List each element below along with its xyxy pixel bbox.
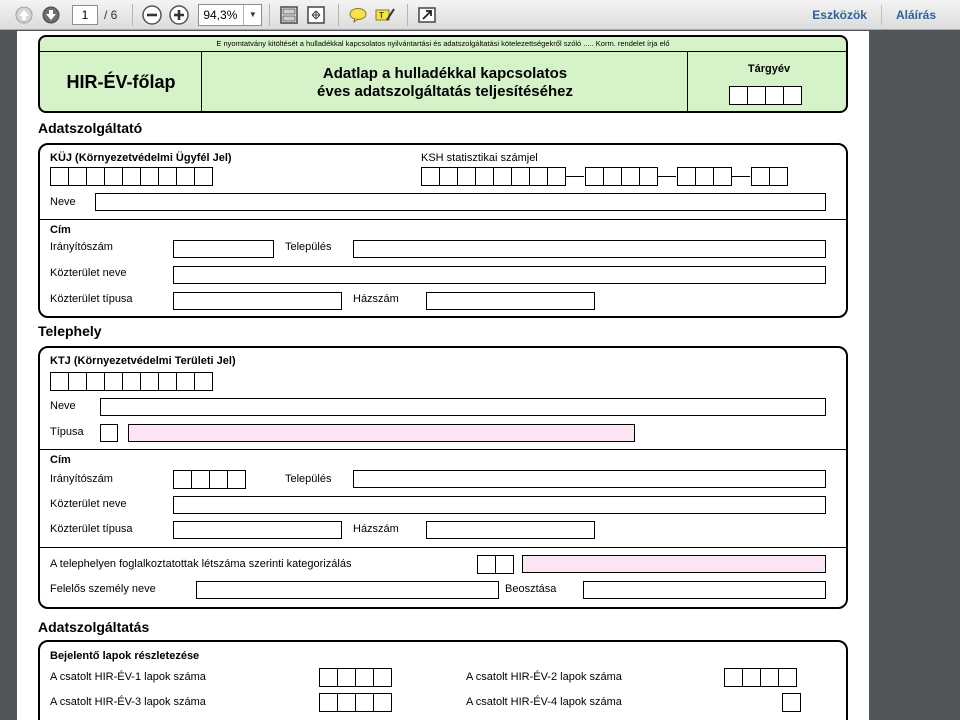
site-name-label: Neve <box>50 400 76 412</box>
hir-ev-2-label: A csatolt HIR-ÉV-2 lapok száma <box>466 671 622 683</box>
zoom-select[interactable] <box>198 4 262 26</box>
site-city-label: Település <box>285 473 332 485</box>
site-zip-label: Irányítószám <box>50 473 113 485</box>
ktj-label: KTJ (Környezetvédelmi Területi Jel) <box>50 355 236 367</box>
minus-icon <box>142 5 162 25</box>
chevron-down-icon[interactable]: ▼ <box>243 5 261 25</box>
site-street-label: Közterület neve <box>50 498 127 510</box>
provider-street-label: Közterület neve <box>50 267 127 279</box>
site-type-code-field[interactable] <box>100 424 118 442</box>
year-label: Tárgyév <box>747 63 791 75</box>
highlighter-icon <box>374 5 396 25</box>
provider-house-no-field[interactable] <box>426 292 595 310</box>
fit-page-button[interactable] <box>277 4 301 26</box>
headcount-category-field[interactable] <box>522 555 826 573</box>
arrow-up-icon <box>15 6 33 24</box>
site-street-field[interactable] <box>173 496 826 514</box>
site-house-no-label: Házszám <box>353 523 399 535</box>
ktj-input[interactable] <box>50 372 212 391</box>
previous-page-button[interactable] <box>12 4 36 26</box>
toolbar-separator <box>269 4 270 26</box>
provider-section-title: Adatszolgáltató <box>38 120 143 136</box>
hir-ev-1-label: A csatolt HIR-ÉV-1 lapok száma <box>50 671 206 683</box>
sign-button[interactable]: Aláírás <box>895 8 936 22</box>
form-subtitle <box>202 65 688 101</box>
provider-address-title: Cím <box>50 224 71 236</box>
hir-ev-1-input[interactable] <box>319 668 391 687</box>
provider-street-type-field[interactable] <box>173 292 342 310</box>
speech-bubble-icon <box>348 5 368 25</box>
hir-ev-3-label: A csatolt HIR-ÉV-3 lapok száma <box>50 696 206 708</box>
kuj-input[interactable] <box>50 167 212 186</box>
provider-house-no-label: Házszám <box>353 293 399 305</box>
provider-street-field[interactable] <box>173 266 826 284</box>
provider-zip-field[interactable] <box>173 240 274 258</box>
responsible-field[interactable] <box>196 581 499 599</box>
section-divider <box>38 219 848 220</box>
zoom-in-button[interactable] <box>167 4 191 26</box>
tools-button[interactable]: Eszközök <box>812 8 867 22</box>
headcount-code-input[interactable] <box>477 555 513 574</box>
page-total: / 6 <box>104 7 118 22</box>
expand-icon <box>306 5 326 25</box>
provider-name-field[interactable] <box>95 193 826 211</box>
section-divider <box>38 449 848 450</box>
headcount-label: A telephelyen foglalkoztatottak létszáma szerinti kategorizálás <box>50 558 352 570</box>
zoom-out-button[interactable] <box>140 4 164 26</box>
site-house-no-field[interactable] <box>426 521 595 539</box>
kuj-label: KÜJ (Környezetvédelmi Ügyfél Jel) <box>50 152 232 164</box>
fit-width-button[interactable] <box>304 4 328 26</box>
provider-name-label: Neve <box>50 196 76 208</box>
section-divider <box>38 547 848 548</box>
form-header <box>38 35 848 113</box>
form-subtitle-line-2: éves adatszolgáltatás teljesítéséhez <box>317 83 573 100</box>
provider-street-type-label: Közterület típusa <box>50 293 133 305</box>
page-number-input[interactable]: 1 <box>72 5 98 25</box>
hir-ev-4-label: A csatolt HIR-ÉV-4 lapok száma <box>466 696 622 708</box>
site-address-title: Cím <box>50 454 71 466</box>
form-subtitle-line-1: Adatlap a hulladékkal kapcsolatos <box>322 65 568 82</box>
site-type-label: Típusa <box>50 426 84 438</box>
sheets-title: Bejelentő lapok részletezése <box>50 650 200 662</box>
toolbar-separator <box>132 4 133 26</box>
site-section-title: Telephely <box>38 323 102 339</box>
site-city-field[interactable] <box>353 470 826 488</box>
provider-city-field[interactable] <box>353 240 826 258</box>
provider-zip-label: Irányítószám <box>50 241 113 253</box>
position-field[interactable] <box>583 581 826 599</box>
responsible-label: Felelős személy neve <box>50 583 156 595</box>
arrow-down-icon <box>42 6 60 24</box>
fit-page-icon <box>279 5 299 25</box>
ksh-input[interactable] <box>421 167 787 186</box>
next-page-button[interactable] <box>39 4 63 26</box>
hir-ev-3-input[interactable] <box>319 693 391 712</box>
provider-city-label: Település <box>285 241 332 253</box>
full-screen-button[interactable] <box>415 4 439 26</box>
site-type-field[interactable] <box>128 424 635 442</box>
site-street-type-label: Közterület típusa <box>50 523 133 535</box>
hir-ev-4-input[interactable] <box>782 693 800 712</box>
document-page <box>17 31 869 720</box>
toolbar-separator <box>881 5 882 25</box>
header-note: E nyomtatvány kitöltését a hulladékkal kapcsolatos nyilvántartási és adatszolgáltatási kötelezettségekről szóló ..... Korm. rendelet írja elő <box>40 37 846 52</box>
site-zip-input[interactable] <box>173 470 245 489</box>
toolbar-separator <box>338 4 339 26</box>
year-input[interactable] <box>729 86 801 105</box>
fullscreen-icon <box>417 5 437 25</box>
plus-icon <box>169 5 189 25</box>
ksh-label: KSH statisztikai számjel <box>421 152 538 164</box>
viewer-toolbar <box>0 0 960 30</box>
comment-button[interactable] <box>346 4 370 26</box>
position-label: Beosztása <box>505 583 557 595</box>
form-title: HIR-ÉV-főlap <box>66 72 176 92</box>
toolbar-separator <box>407 4 408 26</box>
highlight-text-button[interactable] <box>373 4 397 26</box>
svg-text:T: T <box>379 10 385 20</box>
zoom-value: 94,3% <box>203 7 238 22</box>
data-service-section-title: Adatszolgáltatás <box>38 619 150 635</box>
hir-ev-2-input[interactable] <box>724 668 796 687</box>
site-name-field[interactable] <box>100 398 826 416</box>
site-street-type-field[interactable] <box>173 521 342 539</box>
